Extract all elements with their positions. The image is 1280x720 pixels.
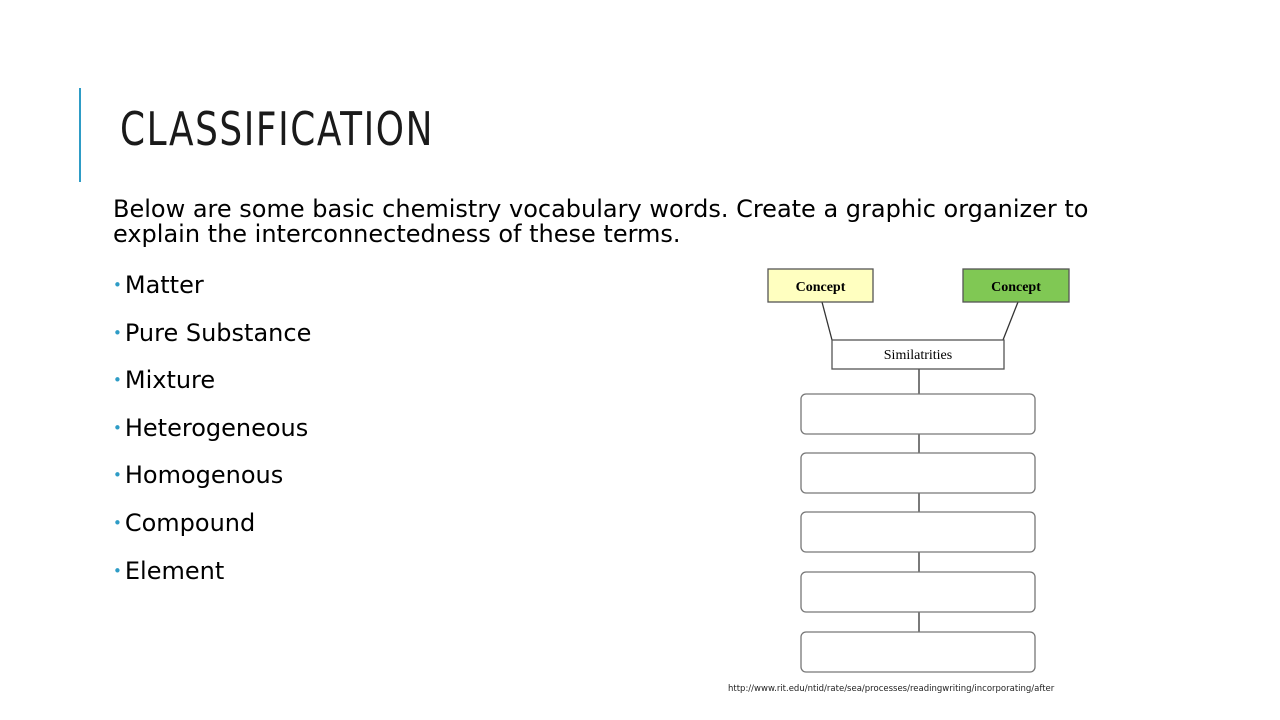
similarities-box-label: Similatrities bbox=[883, 348, 953, 363]
vocabulary-list bbox=[113, 270, 311, 603]
bullet-icon: • bbox=[113, 466, 122, 485]
term-label: Matter bbox=[124, 271, 204, 299]
connector-right bbox=[1003, 302, 1018, 340]
list-item bbox=[113, 556, 311, 604]
empty-boxes bbox=[801, 394, 1035, 672]
bullet-icon: • bbox=[113, 513, 122, 532]
empty-box-4 bbox=[801, 572, 1035, 612]
list-item bbox=[113, 460, 311, 508]
term-label: Element bbox=[124, 556, 225, 585]
similarities-box bbox=[832, 340, 1004, 369]
concept-box-left bbox=[768, 269, 873, 302]
list-item bbox=[113, 508, 311, 556]
concept-box-left-label: Concept bbox=[795, 280, 846, 295]
connector-left bbox=[822, 302, 832, 340]
bullet-icon: • bbox=[113, 323, 122, 342]
instructions-text: Below are some basic chemistry vocabulary words. Create a graphic organizer to explain the interconnectedness of these terms. bbox=[113, 195, 1089, 248]
title-accent-bar bbox=[79, 88, 81, 182]
term-label: Compound bbox=[124, 508, 256, 537]
list-item bbox=[113, 365, 311, 413]
term-label: Mixture bbox=[124, 366, 216, 395]
term-label: Pure Substance bbox=[124, 318, 312, 347]
bullet-icon: • bbox=[113, 418, 122, 437]
source-citation: http://www.rit.edu/ntid/rate/sea/processes/readingwriting/incorporating/after bbox=[728, 684, 1055, 694]
empty-box-3 bbox=[801, 512, 1035, 552]
empty-box-1 bbox=[801, 394, 1035, 434]
term-label: Heterogeneous bbox=[124, 413, 309, 442]
empty-box-2 bbox=[801, 453, 1035, 493]
slide-title: CLASSIFICATION bbox=[120, 102, 434, 156]
concept-box-right bbox=[963, 269, 1069, 302]
graphic-organizer-diagram bbox=[760, 262, 1080, 678]
bullet-icon: • bbox=[113, 561, 122, 580]
concept-box-right-label: Concept bbox=[991, 280, 1041, 295]
bullet-icon: • bbox=[113, 276, 122, 294]
term-label: Homogenous bbox=[124, 461, 284, 490]
list-item bbox=[113, 413, 311, 461]
list-item bbox=[113, 318, 311, 366]
list-item bbox=[113, 270, 311, 318]
bullet-icon: • bbox=[113, 371, 122, 390]
empty-box-5 bbox=[801, 632, 1035, 672]
